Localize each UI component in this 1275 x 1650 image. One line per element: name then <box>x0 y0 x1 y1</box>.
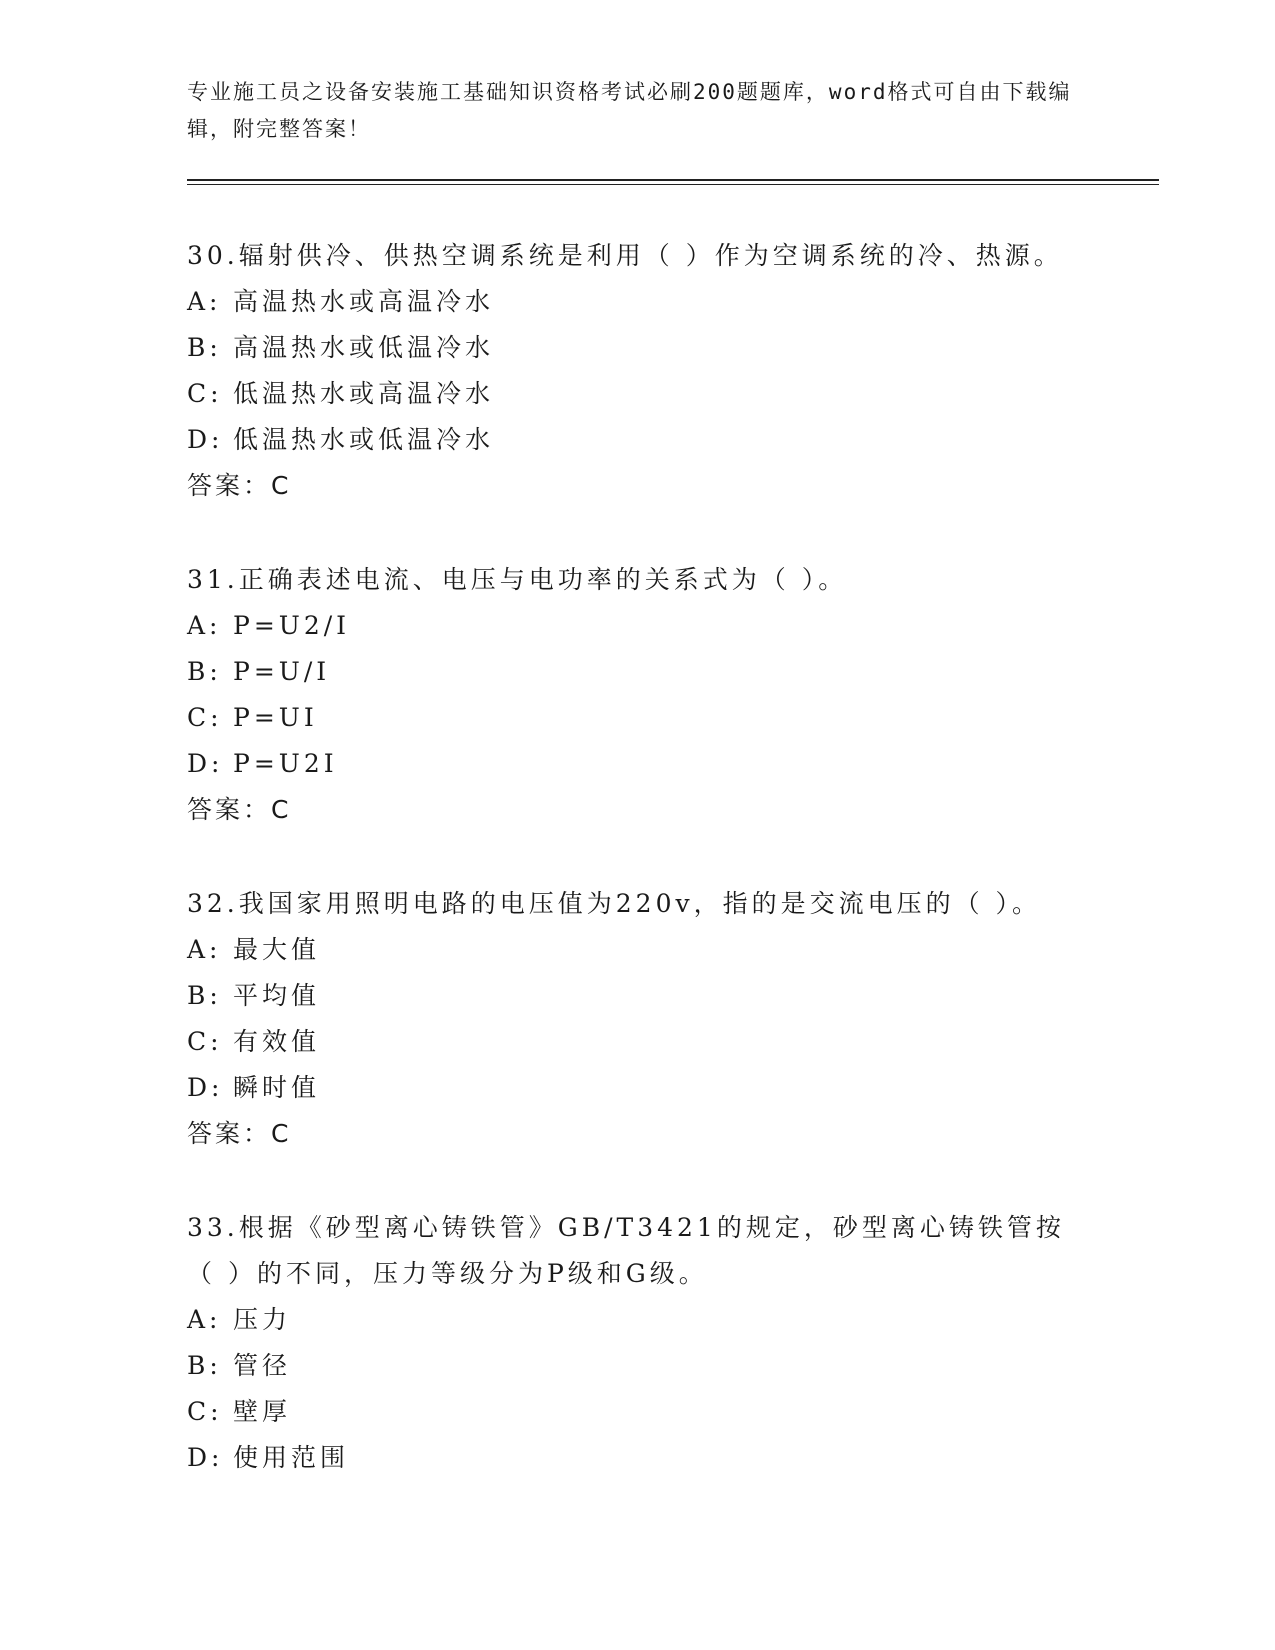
option-b <box>187 649 1087 695</box>
option-d <box>187 741 1087 787</box>
option-label: B: <box>187 981 222 1010</box>
option-label: D: <box>187 1443 224 1472</box>
option-d <box>187 417 1087 463</box>
option-label: D: <box>187 425 224 454</box>
question-33 <box>187 1205 1087 1481</box>
question-32 <box>187 881 1087 1157</box>
option-label: C: <box>187 1027 223 1056</box>
option-c <box>187 695 1087 741</box>
option-b <box>187 973 1087 1019</box>
option-c <box>187 1019 1087 1065</box>
option-text: 压力 <box>233 1305 292 1334</box>
option-text: P=UI <box>233 703 318 732</box>
option-text: 瞬时值 <box>233 1073 321 1102</box>
option-label: A: <box>187 287 222 316</box>
option-label: C: <box>187 703 223 732</box>
answer-text: 答案：C <box>187 1119 292 1148</box>
option-label: A: <box>187 611 222 640</box>
option-text: 低温热水或高温冷水 <box>233 379 495 408</box>
header-divider-thick <box>187 179 1159 181</box>
option-b <box>187 1343 1087 1389</box>
answer-text: 答案：C <box>187 471 292 500</box>
option-label: C: <box>187 379 223 408</box>
option-label: A: <box>187 1305 222 1334</box>
option-c <box>187 1389 1087 1435</box>
option-label: C: <box>187 1397 223 1426</box>
option-text: 低温热水或低温冷水 <box>233 425 495 454</box>
option-label: D: <box>187 749 224 778</box>
option-label: A: <box>187 935 222 964</box>
option-c <box>187 371 1087 417</box>
option-text: 壁厚 <box>233 1397 292 1426</box>
option-text: 平均值 <box>233 981 321 1010</box>
document-header: 专业施工员之设备安装施工基础知识资格考试必刷200题题库，word格式可自由下载编辑，附完整答案！ <box>187 80 1072 141</box>
option-text: P=U2I <box>233 749 338 778</box>
option-label: B: <box>187 1351 222 1380</box>
question-stem: 30.辐射供冷、供热空调系统是利用（ ）作为空调系统的冷、热源。 <box>187 241 1063 270</box>
question-stem: 31.正确表述电流、电压与电功率的关系式为（ ）。 <box>187 565 848 594</box>
header-divider-thin <box>187 184 1159 185</box>
option-text: P=U2/I <box>233 611 351 640</box>
option-text: 最大值 <box>233 935 321 964</box>
question-30 <box>187 233 1087 509</box>
option-text: 使用范围 <box>233 1443 350 1472</box>
option-d <box>187 1065 1087 1111</box>
option-a <box>187 603 1087 649</box>
answer-text: 答案：C <box>187 795 292 824</box>
option-b <box>187 325 1087 371</box>
option-text: 有效值 <box>233 1027 321 1056</box>
question-list <box>187 233 1087 1529</box>
option-a <box>187 1297 1087 1343</box>
option-a <box>187 927 1087 973</box>
option-label: B: <box>187 657 222 686</box>
option-text: 管径 <box>233 1351 292 1380</box>
option-a <box>187 279 1087 325</box>
option-label: D: <box>187 1073 224 1102</box>
option-label: B: <box>187 333 222 362</box>
option-d <box>187 1435 1087 1481</box>
option-text: P=U/I <box>233 657 331 686</box>
option-text: 高温热水或高温冷水 <box>233 287 495 316</box>
question-31 <box>187 557 1087 833</box>
question-stem: 33.根据《砂型离心铸铁管》GB/T3421的规定，砂型离心铸铁管按（ ）的不同，压力等级分为P级和G级。 <box>187 1213 1065 1288</box>
question-stem: 32.我国家用照明电路的电压值为220v，指的是交流电压的（ ）。 <box>187 889 1042 918</box>
option-text: 高温热水或低温冷水 <box>233 333 495 362</box>
